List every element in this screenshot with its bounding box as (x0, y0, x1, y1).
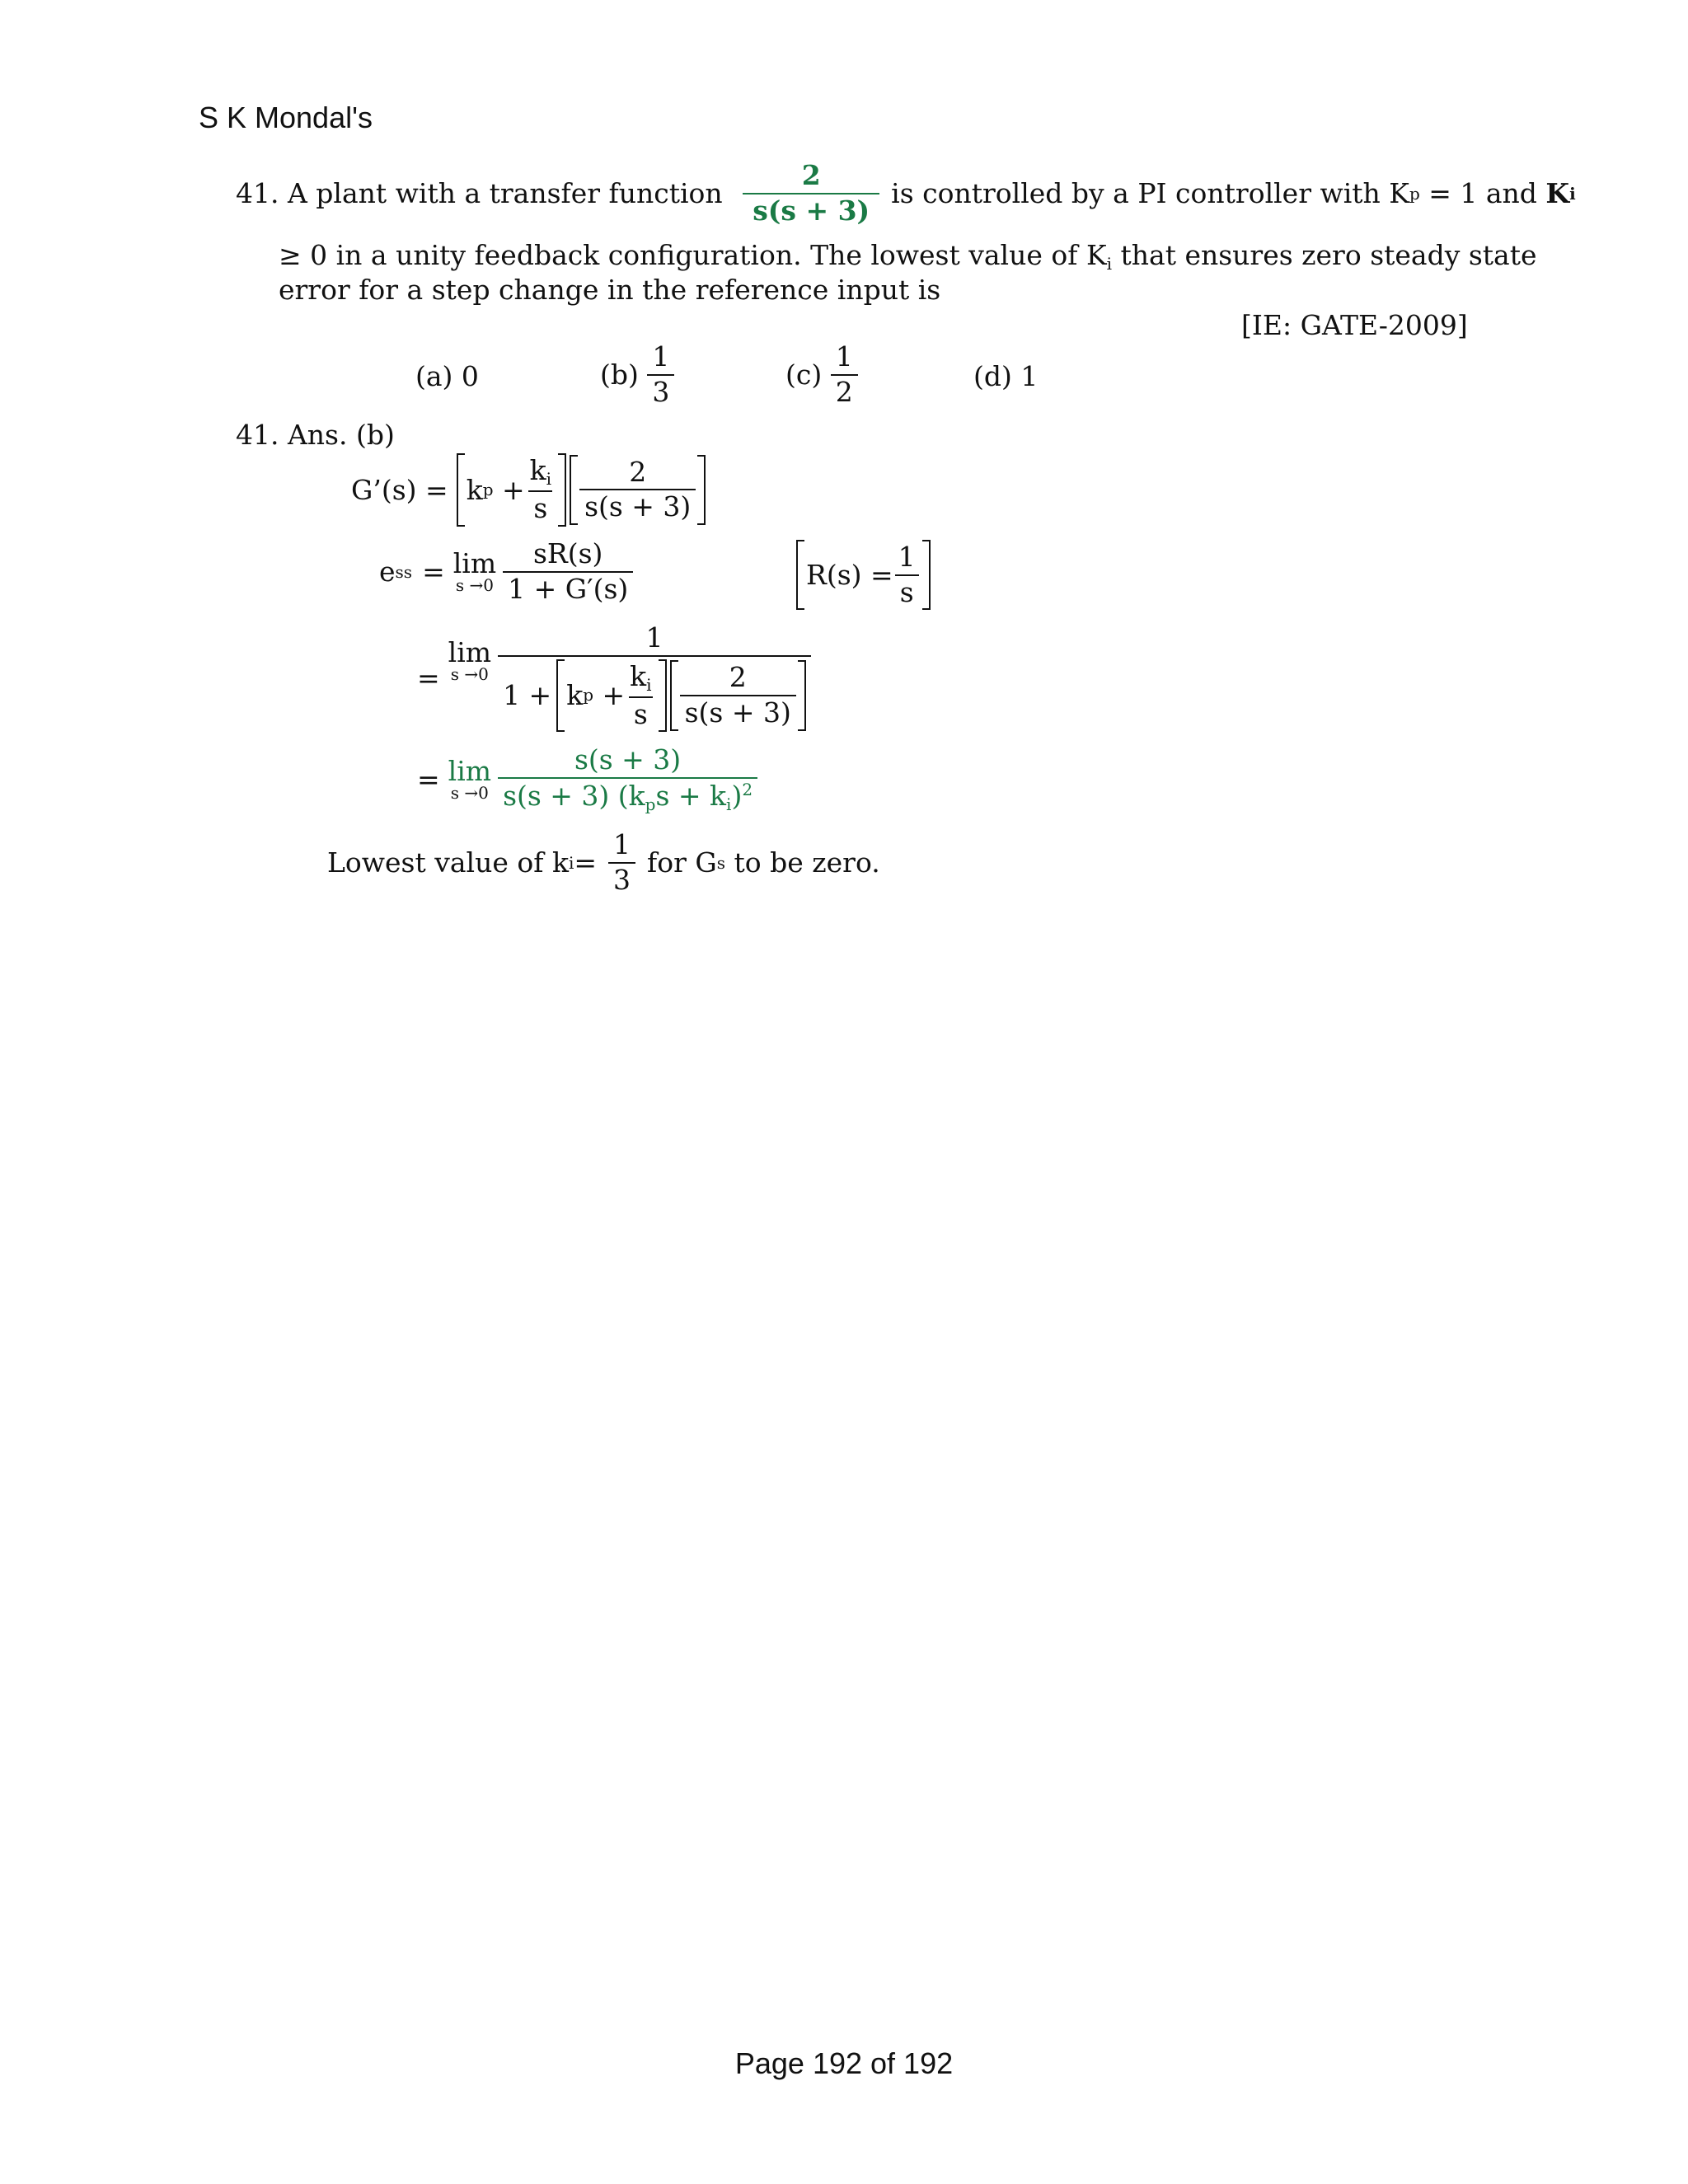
limit (448, 755, 492, 804)
lim-sub: s →0 (450, 664, 489, 684)
gs-subscript: s (716, 852, 726, 873)
denominator: s (895, 574, 919, 607)
ess-equation (379, 537, 633, 605)
numerator: 1 (652, 340, 670, 373)
numerator: 1 (898, 541, 916, 573)
option-d: (d) 1 (973, 360, 1039, 392)
final-fraction (498, 743, 757, 814)
equals: = (417, 662, 440, 695)
option-c (785, 340, 858, 408)
g-prime-equation (351, 453, 706, 527)
lowest-value-line (327, 828, 880, 896)
denominator: 3 (647, 374, 674, 407)
lim-text: lim (448, 636, 492, 668)
den-part: s + k (655, 779, 727, 812)
plant-bracket (570, 455, 706, 525)
lowest-fraction (608, 828, 635, 896)
lim-sub: s →0 (455, 575, 494, 596)
option-b-fraction (647, 340, 674, 408)
ki-over-s (625, 659, 656, 730)
kp-subscript: p (1409, 183, 1420, 204)
s: s (629, 696, 653, 729)
pi-bracket (556, 659, 666, 733)
den-part: ) (731, 779, 743, 812)
numerator: 1 (645, 621, 663, 654)
question-text: is controlled by a PI controller with K (891, 177, 1409, 210)
i-sub: i (726, 794, 732, 814)
ki-subscript: i (1569, 183, 1576, 204)
p-sub: p (482, 480, 494, 500)
question-line-3: error for a step change in the reference input is (279, 274, 941, 306)
denominator: 2 (831, 374, 858, 407)
plant-fraction (579, 455, 696, 523)
ess-fraction (503, 537, 633, 605)
plus: + (602, 678, 626, 711)
question-text: that ensures zero steady state (1112, 239, 1537, 271)
ki: k (529, 454, 546, 486)
plus: + (502, 473, 525, 506)
den-part: s(s + 3) (k (503, 779, 645, 812)
plant-fraction (680, 663, 796, 727)
numerator: sR(s) (532, 537, 603, 569)
ki: k (630, 659, 647, 692)
ess-substituted (417, 621, 811, 732)
R-bracket (796, 540, 931, 610)
lim-text: lim (452, 547, 497, 580)
denominator: 3 (608, 862, 635, 895)
lowest-text: for G (647, 846, 717, 879)
transfer-function (743, 159, 879, 227)
question-line-1 (236, 159, 1576, 227)
numerator: 1 (835, 340, 853, 373)
lim-text: lim (448, 755, 492, 788)
page-footer: Page 192 of 192 (734, 2046, 954, 2080)
answer-label: 41. Ans. (b) (236, 419, 395, 451)
i-sub: i (646, 674, 652, 695)
p-sub: p (645, 794, 656, 814)
ki-subscript: i (1106, 254, 1113, 274)
R-definition (796, 540, 931, 610)
option-c-fraction (831, 340, 858, 408)
numerator: 2 (729, 661, 747, 694)
limit (452, 547, 497, 596)
question-text: = 1 and (1419, 177, 1546, 210)
g-prime-lhs: G’(s) = (351, 473, 448, 506)
R-lhs: R(s) = (806, 559, 893, 592)
numerator: 1 (613, 828, 631, 860)
exam-reference: [IE: GATE-2009] (1241, 309, 1468, 341)
option-b (600, 340, 674, 408)
kp: k (566, 678, 584, 711)
option-a: (a) 0 (415, 360, 479, 392)
ess-e: e (379, 555, 396, 588)
R-fraction (893, 543, 921, 607)
denominator: s(s + 3) (579, 489, 696, 522)
plant-bracket (670, 660, 806, 730)
kp: k (466, 473, 483, 506)
equals: = (417, 763, 440, 796)
denominator: 1 + G′(s) (503, 571, 633, 604)
denominator (498, 777, 757, 813)
ki-symbol: K (1545, 177, 1570, 210)
ess-sub: ss (395, 561, 413, 582)
question-number: 41. (236, 177, 279, 210)
tf-numerator: 2 (801, 159, 821, 191)
substituted-fraction (498, 621, 811, 732)
square-exponent: 2 (742, 779, 753, 799)
lim-sub: s →0 (450, 783, 489, 804)
lowest-text: Lowest value of k (327, 846, 569, 879)
page-header: S K Mondal's (199, 101, 373, 134)
option-label: (c) (785, 359, 823, 391)
s: s (528, 490, 552, 523)
question-text: A plant with a transfer function (287, 177, 723, 210)
tf-denominator: s(s + 3) (743, 193, 879, 226)
option-label: (b) (600, 359, 639, 391)
numerator: 2 (629, 455, 647, 488)
numerator: s(s + 3) (574, 743, 682, 776)
ki-subscript: i (568, 852, 574, 873)
question-line-2 (279, 239, 1537, 274)
limit (448, 636, 492, 684)
denominator: s(s + 3) (680, 695, 796, 728)
p-sub: p (583, 685, 594, 705)
lowest-text: to be zero. (725, 846, 880, 879)
i-sub: i (546, 469, 552, 489)
equals: = (422, 555, 445, 588)
question-text: ≥ 0 in a unity feedback configuration. The lowest value of K (279, 239, 1107, 271)
one-plus: 1 + (503, 678, 552, 711)
ess-final (417, 743, 757, 814)
lowest-text: = (574, 846, 598, 879)
ki-over-s (525, 454, 556, 524)
denominator (498, 655, 811, 733)
pi-bracket (457, 453, 566, 527)
